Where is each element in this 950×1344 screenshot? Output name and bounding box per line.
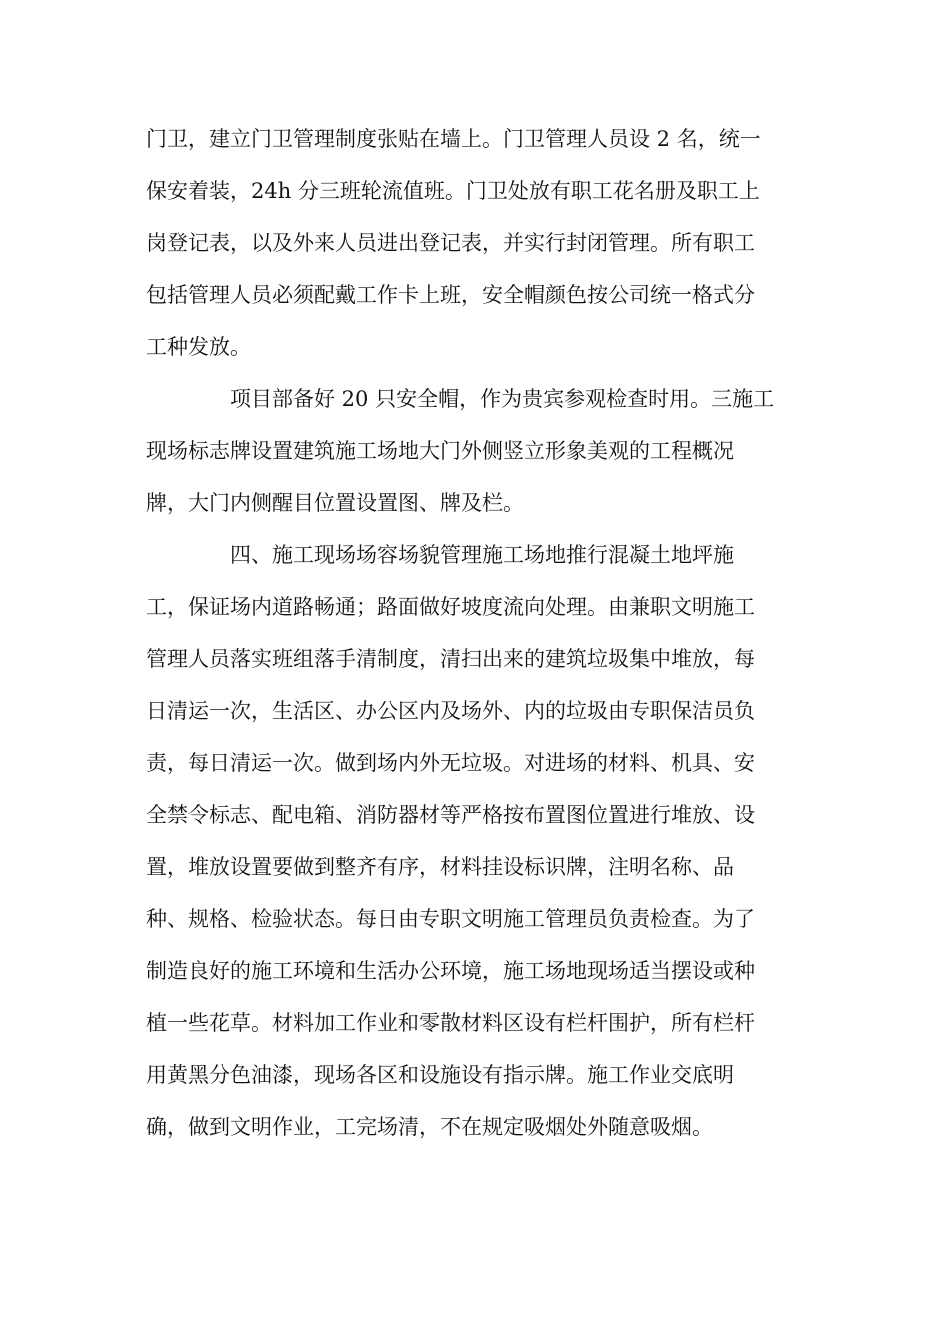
paragraph-signage <box>146 379 806 523</box>
text-line: 责，每日清运一次。做到场内外无垃圾。对进场的材料、机具、安 <box>146 751 755 775</box>
text-line: 确，做到文明作业，工完场清，不在规定吸烟处外随意吸烟。 <box>146 1115 713 1139</box>
text-line: 包括管理人员必须配戴工作卡上班，安全帽颜色按公司统一格式分 <box>146 283 755 307</box>
paragraph-site-management <box>146 535 806 1147</box>
text-line: 保安着装，24h 分三班轮流值班。门卫处放有职工花名册及职工上 <box>146 179 760 203</box>
text-line: 门卫，建立门卫管理制度张贴在墙上。门卫管理人员设 2 名，统一 <box>146 127 761 151</box>
paragraph-gatekeeping <box>146 119 806 367</box>
text-line: 全禁令标志、配电箱、消防器材等严格按布置图位置进行堆放、设 <box>146 803 755 827</box>
text-line: 置，堆放设置要做到整齐有序，材料挂设标识牌，注明名称、品 <box>146 855 734 879</box>
text-line: 用黄黑分色油漆，现场各区和设施设有指示牌。施工作业交底明 <box>146 1063 734 1087</box>
text-line: 制造良好的施工环境和生活办公环境，施工场地现场适当摆设或种 <box>146 959 755 983</box>
document-body <box>146 119 806 1159</box>
text-line: 管理人员落实班组落手清制度，清扫出来的建筑垃圾集中堆放，每 <box>146 647 755 671</box>
text-line: 四、施工现场场容场貌管理施工场地推行混凝土地坪施 <box>230 543 734 567</box>
text-line: 日清运一次，生活区、办公区内及场外、内的垃圾由专职保洁员负 <box>146 699 755 723</box>
text-line: 牌，大门内侧醒目位置设置图、牌及栏。 <box>146 491 524 515</box>
text-line: 种、规格、检验状态。每日由专职文明施工管理员负责检查。为了 <box>146 907 755 931</box>
text-line: 岗登记表，以及外来人员进出登记表，并实行封闭管理。所有职工 <box>146 231 755 255</box>
text-line: 项目部备好 20 只安全帽，作为贵宾参观检查时用。三施工 <box>230 387 775 411</box>
text-line: 工种发放。 <box>146 335 251 359</box>
text-line: 植一些花草。材料加工作业和零散材料区设有栏杆围护，所有栏杆 <box>146 1011 755 1035</box>
text-line: 现场标志牌设置建筑施工场地大门外侧竖立形象美观的工程概况 <box>146 439 734 463</box>
text-line: 工，保证场内道路畅通；路面做好坡度流向处理。由兼职文明施工 <box>146 595 755 619</box>
